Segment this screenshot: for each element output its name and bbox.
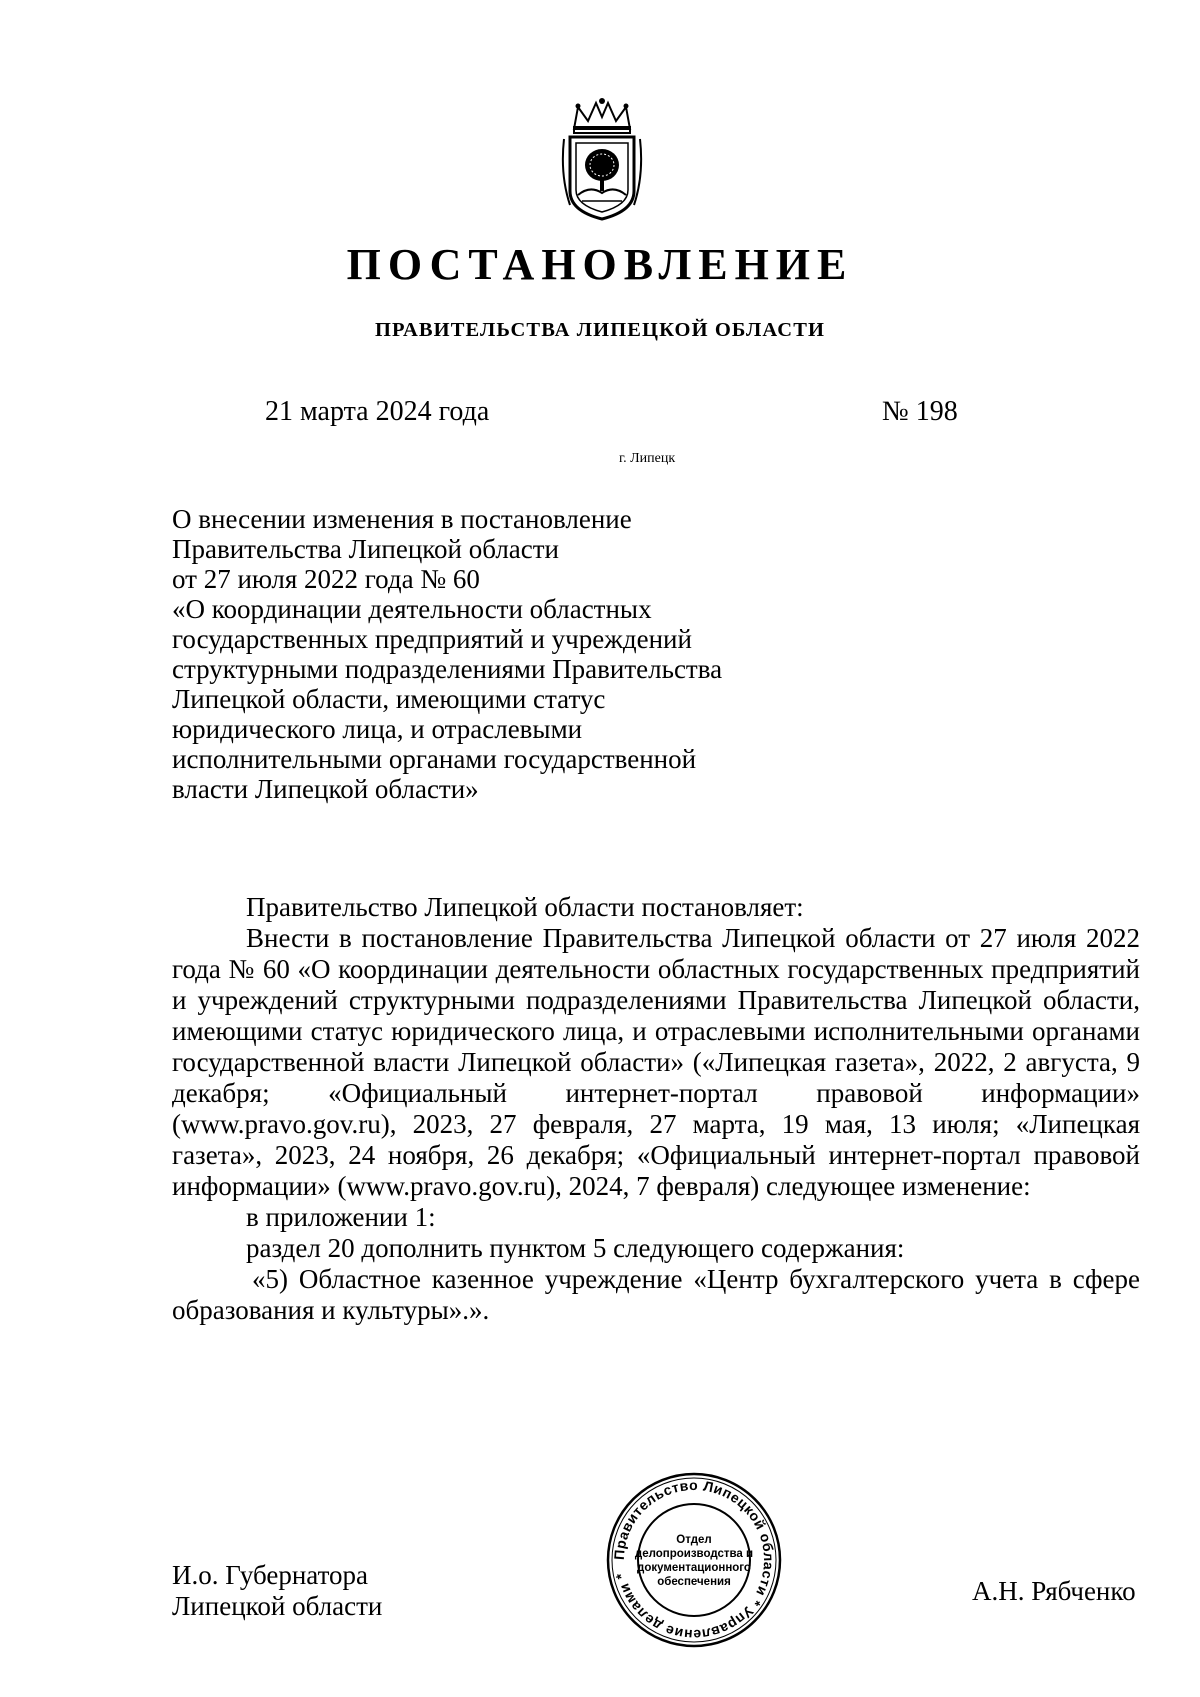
- stamp-inner-line: документационного: [637, 1562, 751, 1574]
- body-main-paragraph: Внести в постановление Правительства Липецкой области от 27 июля 2022 года № 60 «О координации деятельности областных государственных предприятий и учреждений структурными подразделениями Правительства Липецкой области, имеющими статус юридического лица, и отраслевыми исполнительными органами государственной власти Липецкой области» («Липецкая газета», 2022, 2 августа, 9 декабря; «Официальный интернет-портал правовой информации» (www.pravo.gov.ru), 2023, 27 февраля, 27 марта, 19 мая, 13 июля; «Липецкая газета», 2023, 24 ноября, 26 декабря; «Официальный интернет-портал правовой информации» (www.pravo.gov.ru), 2024, 7 февраля) следующее изменение:: [172, 923, 1140, 1201]
- document-title: ПОСТАНОВЛЕНИЕ: [346, 240, 854, 289]
- document-body: [172, 892, 1140, 1326]
- heading-line: Липецкой области, имеющими статус: [172, 684, 606, 714]
- heading-line: структурными подразделениями Правительства: [172, 654, 723, 684]
- heading-line: власти Липецкой области»: [172, 774, 479, 804]
- stamp-outer-text: Правительство Липецкой области * Управление делами *: [610, 1476, 778, 1644]
- lipetsk-coat-of-arms-icon: [560, 95, 644, 225]
- body-section: раздел 20 дополнить пунктом 5 следующего содержания:: [246, 1233, 905, 1263]
- document-subtitle: ПРАВИТЕЛЬСТВА ЛИПЕЦКОЙ ОБЛАСТИ: [374, 319, 826, 341]
- heading-line: государственных предприятий и учреждений: [172, 624, 692, 654]
- heading-line: О внесении изменения в постановление: [172, 504, 632, 534]
- coat-of-arms: [560, 95, 644, 225]
- stamp-inner-line: Отдел: [676, 1534, 712, 1546]
- body-intro: Правительство Липецкой области постановляет:: [246, 892, 804, 922]
- heading-line: юридического лица, и отраслевыми: [172, 714, 583, 744]
- document-heading: [172, 504, 892, 804]
- document-date: 21 марта 2024 года: [265, 396, 490, 427]
- heading-line: «О координации деятельности областных: [172, 594, 652, 624]
- signatory-position: [172, 1560, 382, 1622]
- signatory-position-line: Липецкой области: [172, 1591, 383, 1621]
- document-city: г. Липецк: [619, 451, 676, 466]
- stamp-inner-line: обеспечения: [657, 1576, 731, 1588]
- stamp-inner-line: делопроизводства и: [634, 1548, 754, 1560]
- heading-line: от 27 июля 2022 года № 60: [172, 564, 480, 594]
- body-item: «5) Областное казенное учреждение «Центр бухгалтерского учета в сфере образования и культуры».».: [172, 1264, 1140, 1325]
- signatory-name: А.Н. Рябченко: [972, 1576, 1136, 1606]
- document-number: № 198: [882, 396, 958, 427]
- official-stamp: [605, 1471, 783, 1649]
- body-appendix: в приложении 1:: [246, 1202, 436, 1232]
- stamp-seal-icon: [605, 1471, 783, 1649]
- heading-line: Правительства Липецкой области: [172, 534, 560, 564]
- signatory-position-line: И.о. Губернатора: [172, 1560, 369, 1590]
- heading-line: исполнительными органами государственной: [172, 744, 697, 774]
